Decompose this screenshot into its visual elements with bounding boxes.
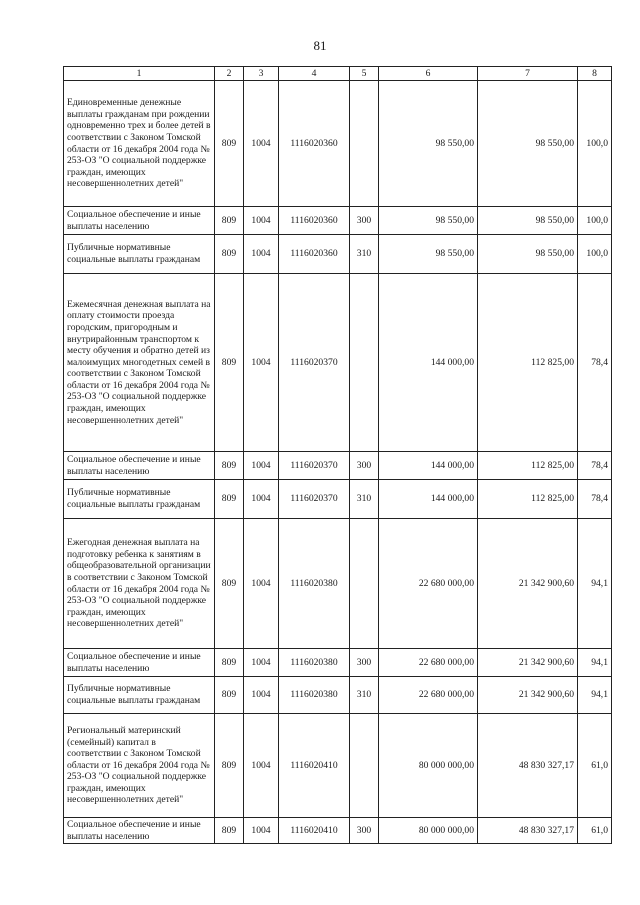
table-row [64, 714, 612, 818]
header-row [64, 67, 612, 81]
row-name: Публичные нормативные социальные выплаты гражданам [64, 480, 215, 519]
cell-executed: 21 342 900,60 [478, 677, 578, 714]
cell-executed: 112 825,00 [478, 274, 578, 452]
cell-admin-code: 809 [215, 480, 244, 519]
cell-planned: 80 000 000,00 [379, 714, 478, 818]
cell-expense-type [350, 519, 379, 649]
cell-planned: 144 000,00 [379, 452, 478, 480]
cell-percent: 100,0 [578, 81, 612, 207]
cell-admin-code: 809 [215, 649, 244, 677]
page-number: 81 [313, 38, 327, 53]
cell-percent: 94,1 [578, 677, 612, 714]
cell-section: 1004 [244, 818, 279, 844]
cell-section: 1004 [244, 235, 279, 274]
cell-percent: 78,4 [578, 480, 612, 519]
cell-target-article: 1116020360 [279, 81, 350, 207]
cell-percent: 94,1 [578, 649, 612, 677]
cell-percent: 61,0 [578, 714, 612, 818]
cell-admin-code: 809 [215, 452, 244, 480]
row-name: Социальное обеспечение и иные выплаты населению [64, 649, 215, 677]
row-name: Социальное обеспечение и иные выплаты населению [64, 818, 215, 844]
header-col-7: 7 [478, 67, 578, 81]
cell-section: 1004 [244, 207, 279, 235]
row-name: Публичные нормативные социальные выплаты гражданам [64, 677, 215, 714]
cell-planned: 22 680 000,00 [379, 677, 478, 714]
cell-section: 1004 [244, 452, 279, 480]
cell-expense-type: 300 [350, 818, 379, 844]
cell-admin-code: 809 [215, 818, 244, 844]
table-row [64, 207, 612, 235]
table-row [64, 274, 612, 452]
header-col-1: 1 [64, 67, 215, 81]
cell-executed: 21 342 900,60 [478, 519, 578, 649]
cell-planned: 144 000,00 [379, 480, 478, 519]
cell-target-article: 1116020380 [279, 519, 350, 649]
table-row [64, 519, 612, 649]
cell-section: 1004 [244, 677, 279, 714]
table-row [64, 677, 612, 714]
row-name: Единовременные денежные выплаты гражданам при рождении одновременно трех и более детей в соответствии с Законом Томской области от 16 декабря 2004 года № 253-ОЗ "О социальной поддержке граждан, имеющих несовершеннолетних детей" [64, 81, 215, 207]
cell-expense-type: 300 [350, 452, 379, 480]
header-col-6: 6 [379, 67, 478, 81]
cell-percent: 61,0 [578, 818, 612, 844]
table-row [64, 649, 612, 677]
cell-target-article: 1116020380 [279, 649, 350, 677]
cell-section: 1004 [244, 81, 279, 207]
cell-planned: 98 550,00 [379, 235, 478, 274]
cell-admin-code: 809 [215, 274, 244, 452]
cell-planned: 22 680 000,00 [379, 519, 478, 649]
cell-target-article: 1116020380 [279, 677, 350, 714]
cell-target-article: 1116020360 [279, 207, 350, 235]
cell-section: 1004 [244, 649, 279, 677]
header-col-5: 5 [350, 67, 379, 81]
cell-admin-code: 809 [215, 207, 244, 235]
cell-admin-code: 809 [215, 519, 244, 649]
table-row [64, 452, 612, 480]
cell-planned: 98 550,00 [379, 81, 478, 207]
cell-planned: 80 000 000,00 [379, 818, 478, 844]
cell-executed: 98 550,00 [478, 235, 578, 274]
cell-expense-type [350, 274, 379, 452]
cell-admin-code: 809 [215, 714, 244, 818]
cell-executed: 48 830 327,17 [478, 818, 578, 844]
cell-admin-code: 809 [215, 235, 244, 274]
cell-section: 1004 [244, 519, 279, 649]
cell-target-article: 1116020360 [279, 235, 350, 274]
cell-percent: 100,0 [578, 235, 612, 274]
cell-expense-type [350, 714, 379, 818]
header-col-8: 8 [578, 67, 612, 81]
row-name: Социальное обеспечение и иные выплаты населению [64, 207, 215, 235]
cell-percent: 78,4 [578, 274, 612, 452]
cell-section: 1004 [244, 714, 279, 818]
cell-expense-type: 300 [350, 207, 379, 235]
cell-section: 1004 [244, 480, 279, 519]
cell-executed: 98 550,00 [478, 81, 578, 207]
budget-table [63, 66, 612, 844]
table-row [64, 818, 612, 844]
cell-percent: 100,0 [578, 207, 612, 235]
header-col-4: 4 [279, 67, 350, 81]
row-name: Социальное обеспечение и иные выплаты населению [64, 452, 215, 480]
header-col-3: 3 [244, 67, 279, 81]
row-name: Региональный материнский (семейный) капитал в соответствии с Законом Томской области от 16 декабря 2004 года № 253-ОЗ "О социальной поддержке граждан, имеющих несовершеннолетних детей" [64, 714, 215, 818]
cell-expense-type [350, 81, 379, 207]
cell-executed: 21 342 900,60 [478, 649, 578, 677]
cell-expense-type: 310 [350, 480, 379, 519]
table-row [64, 235, 612, 274]
cell-target-article: 1116020370 [279, 480, 350, 519]
row-name: Публичные нормативные социальные выплаты гражданам [64, 235, 215, 274]
cell-percent: 94,1 [578, 519, 612, 649]
cell-planned: 144 000,00 [379, 274, 478, 452]
cell-percent: 78,4 [578, 452, 612, 480]
cell-admin-code: 809 [215, 81, 244, 207]
row-name: Ежемесячная денежная выплата на оплату стоимости проезда городским, пригородным и внутрирайонным транспортом к месту обучения и обратно детей из малоимущих многодетных семей в соответствии с Законом Томской области от 16 декабря 2004 года № 253-ОЗ "О социальной поддержке граждан, имеющих несовершеннолетних детей" [64, 274, 215, 452]
table-row [64, 81, 612, 207]
cell-planned: 22 680 000,00 [379, 649, 478, 677]
row-name: Ежегодная денежная выплата на подготовку ребенка к занятиям в общеобразовательной организации в соответствии с Законом Томской области от 16 декабря 2004 года № 253-ОЗ "О социальной поддержке граждан, имеющих несовершеннолетних детей" [64, 519, 215, 649]
cell-executed: 48 830 327,17 [478, 714, 578, 818]
cell-planned: 98 550,00 [379, 207, 478, 235]
cell-target-article: 1116020370 [279, 274, 350, 452]
cell-expense-type: 310 [350, 677, 379, 714]
cell-expense-type: 300 [350, 649, 379, 677]
cell-admin-code: 809 [215, 677, 244, 714]
cell-executed: 98 550,00 [478, 207, 578, 235]
cell-target-article: 1116020370 [279, 452, 350, 480]
cell-section: 1004 [244, 274, 279, 452]
table-row [64, 480, 612, 519]
cell-target-article: 1116020410 [279, 818, 350, 844]
header-col-2: 2 [215, 67, 244, 81]
cell-expense-type: 310 [350, 235, 379, 274]
cell-executed: 112 825,00 [478, 452, 578, 480]
cell-executed: 112 825,00 [478, 480, 578, 519]
cell-target-article: 1116020410 [279, 714, 350, 818]
